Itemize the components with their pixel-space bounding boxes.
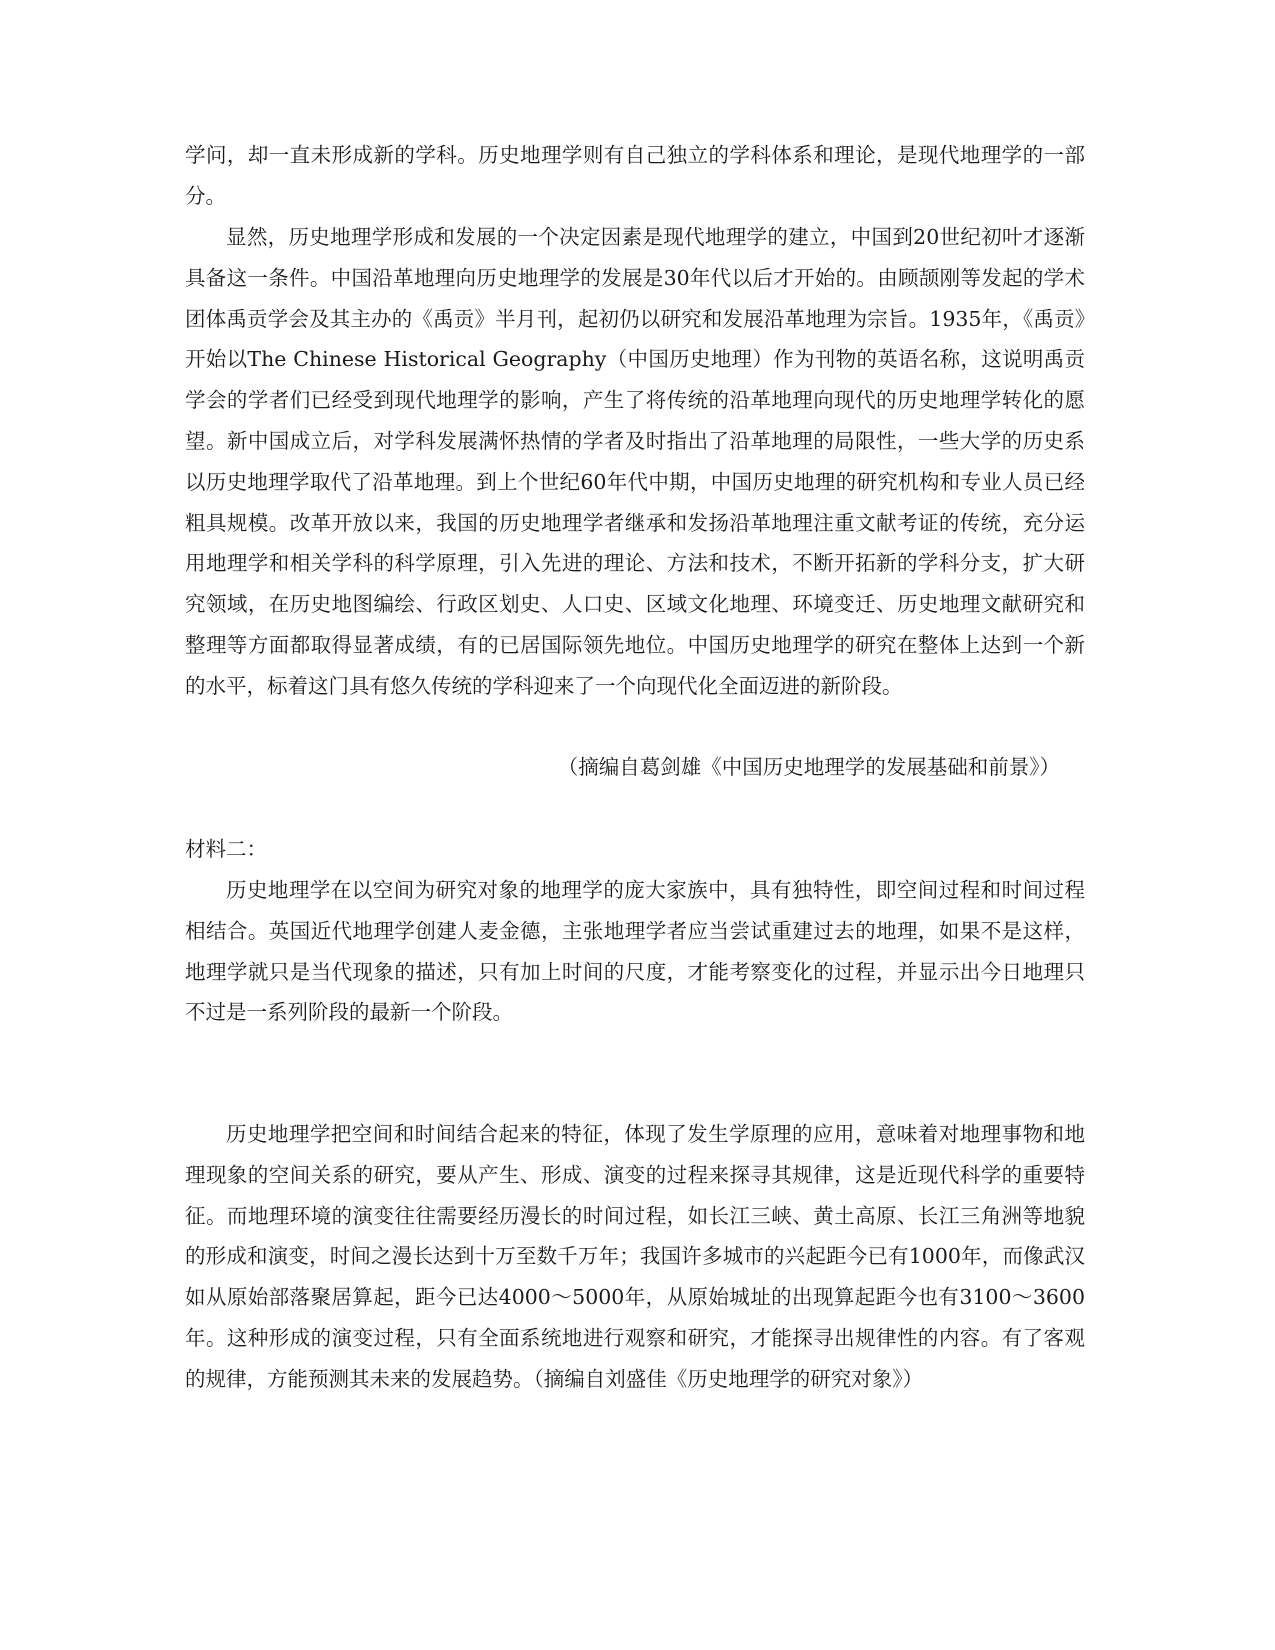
paragraph-material1-main: 显然，历史地理学形成和发展的一个决定因素是现代地理学的建立，中国到20世纪初叶才逐渐具备这一条件。中国沿革地理向历史地理学的发展是30年代以后才开始的。由顾颉刚等发起的学术团体禹贡学会及其主办的《禹贡》半月刊，起初仍以研究和发展沿革地理为宗旨。1935年，《禹贡》开始以The Chinese Historical Geography（中国历史地理）作为刊物的英语名称，这说明禹贡学会的学者们已经受到现代地理学的影响，产生了将传统的沿革地理向现代的历史地理学转化的愿望。新中国成立后，对学科发展满怀热情的学者及时指出了沿革地理的局限性，一些大学的历史系以历史地理学取代了沿革地理。到上个世纪60年代中期，中国历史地理的研究机构和专业人员已经粗具规模。改革开放以来，我国的历史地理学者继承和发扬沿革地理注重文献考证的传统，充分运用地理学和相关学科的科学原理，引入先进的理论、方法和技术，不断开拓新的学科分支，扩大研究领域，在历史地图编绘、行政区划史、人口史、区域文化地理、环境变迁、历史地理文献研究和整理等方面都取得显著成绩，有的已居国际领先地位。中国历史地理学的研究在整体上达到一个新的水平，标着这门具有悠久传统的学科迎来了一个向现代化全面迈进的新阶段。 <box>185 225 1085 698</box>
paragraph-material2-a: 历史地理学在以空间为研究对象的地理学的庞大家族中，具有独特性，即空间过程和时间过程相结合。英国近代地理学创建人麦金德，主张地理学者应当尝试重建过去的地理，如果不是这样，地理学就只是当代现象的描述，只有加上时间的尺度，才能考察变化的过程，并显示出今日地理只不过是一系列阶段的最新一个阶段。 <box>185 878 1085 1025</box>
source-citation-1: （摘编自葛剑雄《中国历史地理学的发展基础和前景》） <box>557 755 1060 779</box>
material2-label: 材料二： <box>185 837 267 861</box>
paragraph-material2-b: 历史地理学把空间和时间结合起来的特征，体现了发生学原理的应用，意味着对地理事物和地理现象的空间关系的研究，要从产生、形成、演变的过程来探寻其规律，这是近现代科学的重要特征。而地理环境的演变往往需要经历漫长的时间过程，如长江三峡、黄土高原、长江三角洲等地貌的形成和演变，时间之漫长达到十万至数千万年；我国许多城市的兴起距今已有1000年，而像武汉如从原始部落聚居算起，距今已达4000～5000年，从原始城址的出现算起距今也有3100～3600年。这种形成的演变过程，只有全面系统地进行观察和研究，才能探寻出规律性的内容。有了客观的规律，方能预测其未来的发展趋势。（摘编自刘盛佳《历史地理学的研究对象》） <box>185 1122 1085 1391</box>
paragraph-continuation: 学问，却一直未形成新的学科。历史地理学则有自己独立的学科体系和理论，是现代地理学的一部分。 <box>185 143 1085 208</box>
